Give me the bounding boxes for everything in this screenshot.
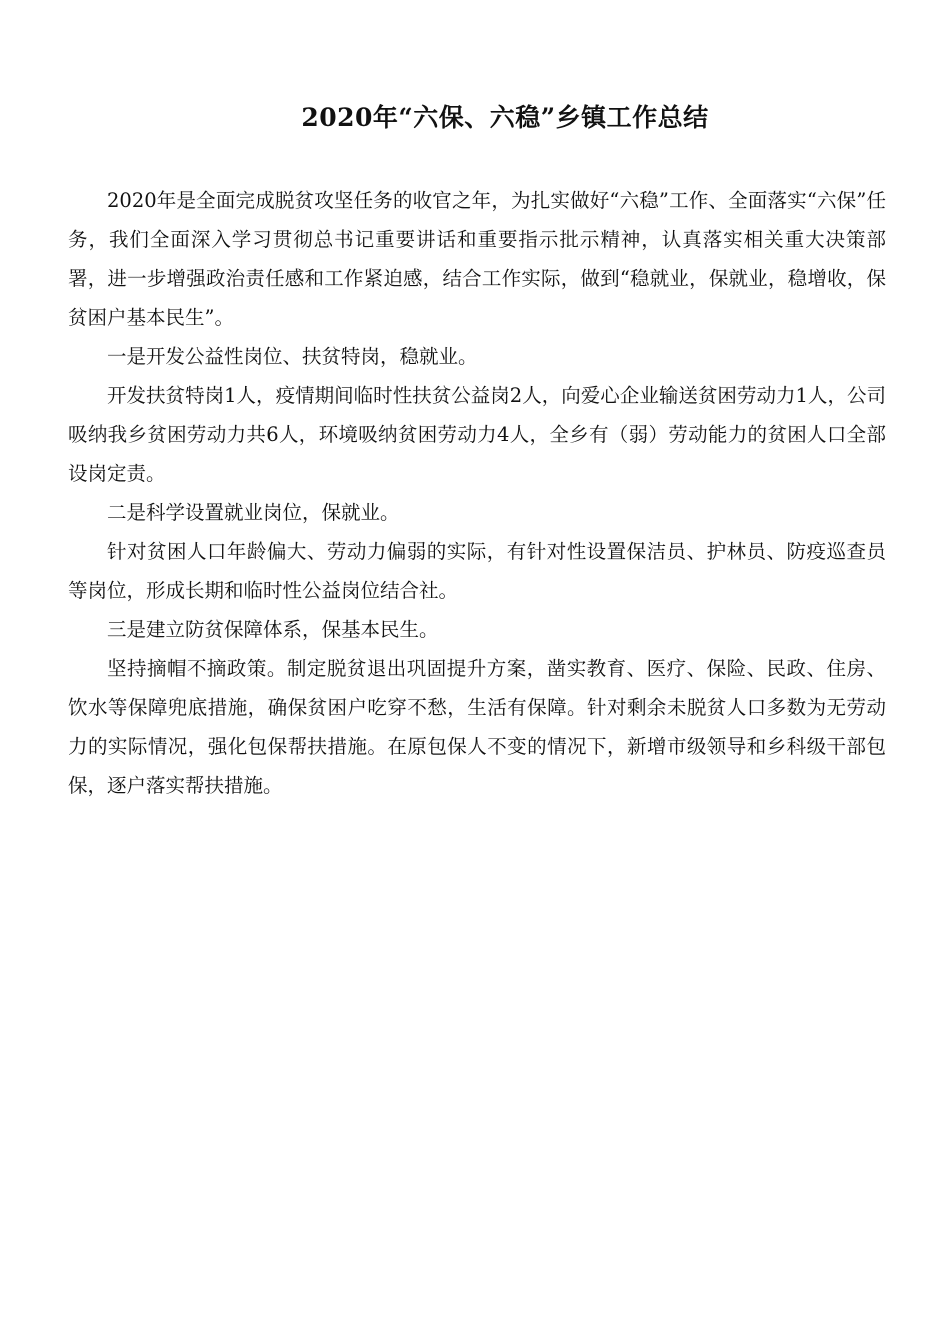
paragraph-section-1: 开发扶贫特岗1人，疫情期间临时性扶贫公益岗2人，向爱心企业输送贫困劳动力1人，公司吸纳我乡贫困劳动力共6人，环境吸纳贫困劳动力4人，全乡有（弱）劳动能力的贫困人口全部设岗定责。 bbox=[68, 384, 886, 485]
document-body bbox=[68, 181, 886, 805]
document-title: 2020年“六保、六稳”乡镇工作总结 bbox=[301, 103, 709, 132]
paragraph-section-3: 坚持摘帽不摘政策。制定脱贫退出巩固提升方案，凿实教育、医疗、保险、民政、住房、饮水等保障兜底措施，确保贫困户吃穿不愁，生活有保障。针对剩余未脱贫人口多数为无劳动力的实际情况，强化包保帮扶措施。在原包保人不变的情况下，新增市级领导和乡科级干部包保，逐户落实帮扶措施。 bbox=[68, 657, 886, 797]
paragraph-section-2: 针对贫困人口年龄偏大、劳动力偏弱的实际，有针对性设置保洁员、护林员、防疫巡查员等岗位，形成长期和临时性公益岗位结合社。 bbox=[68, 540, 886, 602]
paragraph-heading-2: 二是科学设置就业岗位，保就业。 bbox=[107, 501, 400, 524]
paragraph-intro: 2020年是全面完成脱贫攻坚任务的收官之年，为扎实做好“六稳”工作、全面落实“六保”任务，我们全面深入学习贯彻总书记重要讲话和重要指示批示精神，认真落实相关重大决策部署，进一步增强政治责任感和工作紧迫感，结合工作实际，做到“稳就业，保就业，稳增收，保贫困户基本民生”。 bbox=[68, 189, 886, 329]
paragraph-heading-3: 三是建立防贫保障体系，保基本民生。 bbox=[107, 618, 439, 641]
paragraph-heading-1: 一是开发公益性岗位、扶贫特岗，稳就业。 bbox=[107, 345, 478, 368]
